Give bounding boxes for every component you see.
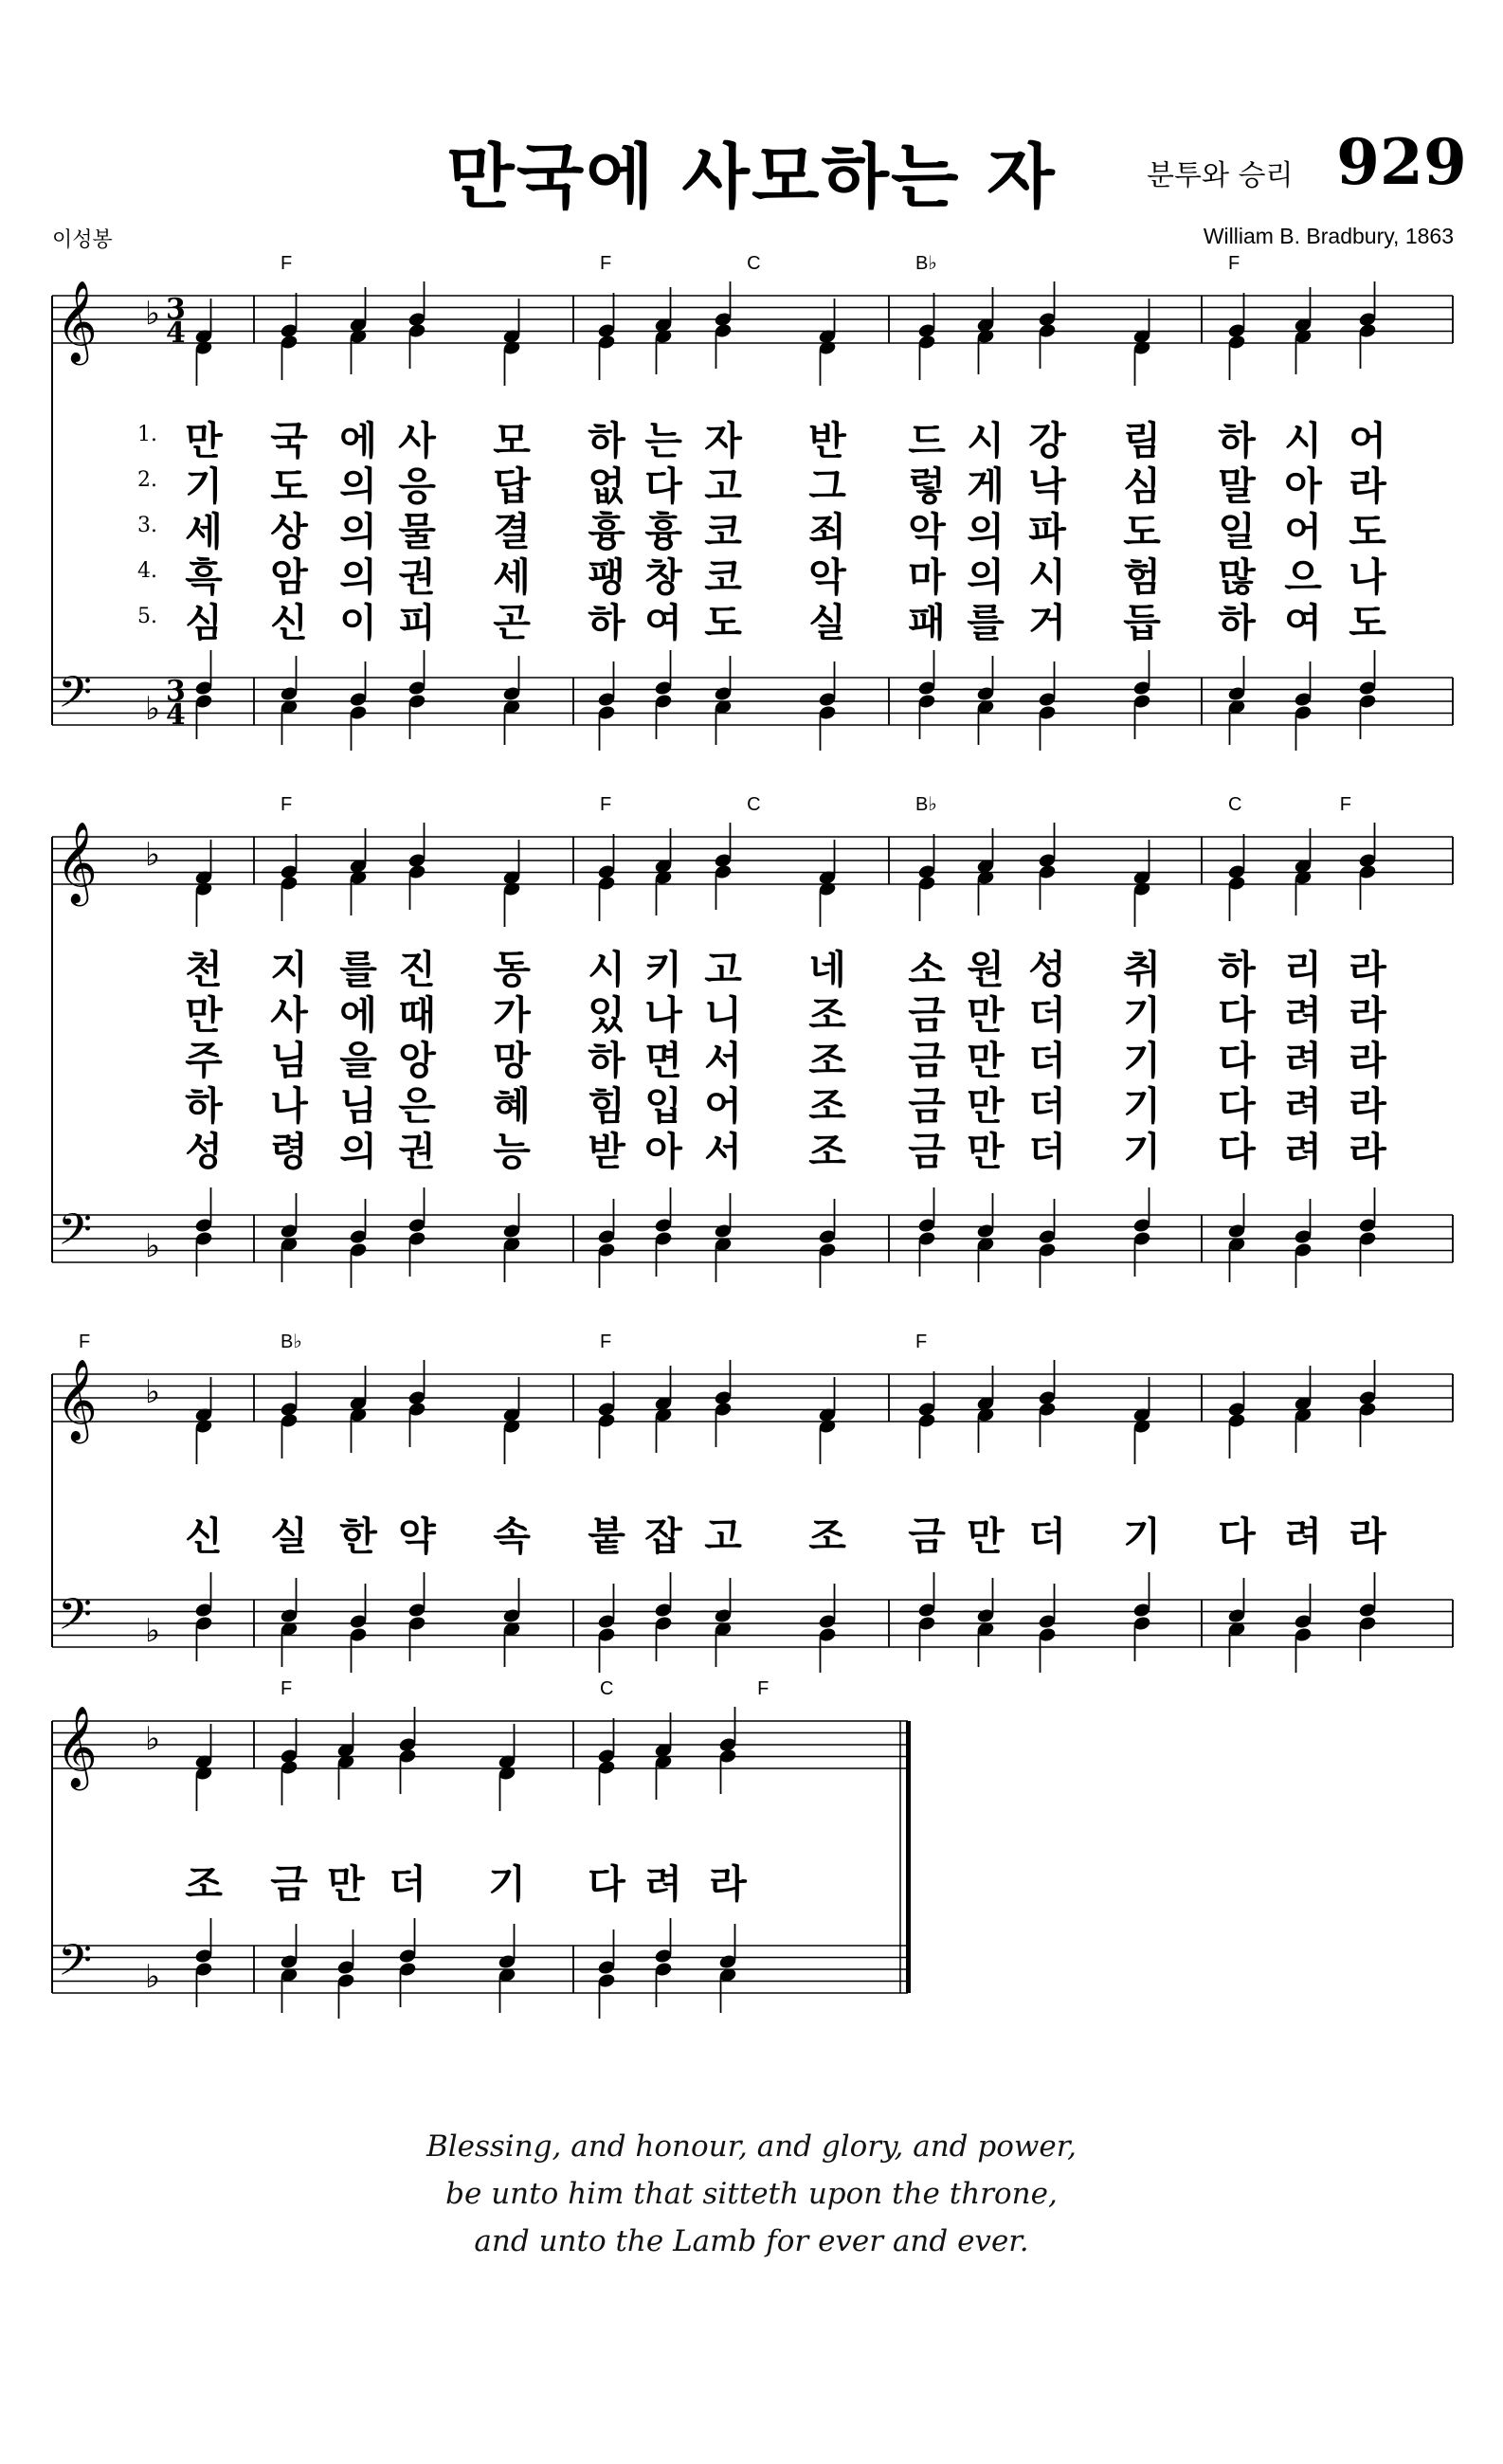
lyric-syllable: 잡 bbox=[644, 1513, 682, 1559]
lyric-syllable: 때 bbox=[398, 992, 436, 1038]
lyric-syllable: 의 bbox=[339, 509, 377, 554]
lyric-line bbox=[0, 938, 1503, 992]
lyric-syllable: 도 bbox=[1349, 600, 1386, 645]
lyric-syllable: 권 bbox=[398, 1129, 436, 1174]
lyric-syllable: 코 bbox=[704, 554, 742, 600]
lyric-syllable: 다 bbox=[1218, 1083, 1256, 1129]
lyric-syllable: 능 bbox=[493, 1129, 531, 1174]
lyric-syllable: 조 bbox=[808, 992, 846, 1038]
lyric-syllable: 속 bbox=[493, 1513, 531, 1559]
verse-number: 4. bbox=[137, 559, 157, 583]
lyric-syllable: 일 bbox=[1218, 509, 1256, 554]
lyric-syllable: 패 bbox=[908, 600, 946, 645]
chord-symbol: F bbox=[1339, 794, 1351, 815]
lyric-syllable: 더 bbox=[1028, 1513, 1066, 1559]
lyric-syllable: 다 bbox=[1218, 1513, 1256, 1559]
lyric-line bbox=[0, 591, 1503, 645]
lyric-syllable: 의 bbox=[339, 554, 377, 600]
lyric-syllable: 라 bbox=[1349, 463, 1386, 509]
time-signature-icon: 4 bbox=[166, 698, 186, 732]
chord-symbol: C bbox=[1228, 794, 1242, 815]
lyric-syllable: 아 bbox=[644, 1129, 682, 1174]
lyric-line bbox=[0, 546, 1503, 600]
lyric-syllable: 의 bbox=[339, 463, 377, 509]
lyric-syllable: 조 bbox=[808, 1513, 846, 1559]
chord-symbol: F bbox=[600, 253, 612, 274]
lyric-syllable: 심 bbox=[185, 600, 223, 645]
lyric-syllable: 흉 bbox=[644, 509, 682, 554]
chord-symbol: B♭ bbox=[281, 1332, 302, 1352]
lyric-syllable: 강 bbox=[1028, 418, 1066, 463]
lyric-syllable: 악 bbox=[908, 509, 946, 554]
lyric-syllable: 서 bbox=[704, 1129, 742, 1174]
lyric-line bbox=[0, 1505, 1503, 1559]
verse-number: 1. bbox=[137, 423, 157, 446]
lyric-syllable: 그 bbox=[808, 463, 846, 509]
lyric-line bbox=[0, 500, 1503, 554]
lyric-syllable: 금 bbox=[270, 1861, 308, 1907]
lyric-syllable: 고 bbox=[704, 463, 742, 509]
lyric-syllable: 라 bbox=[1349, 947, 1386, 992]
hymn-number: 929 bbox=[1336, 125, 1467, 199]
lyric-syllable: 시 bbox=[1284, 418, 1322, 463]
lyric-line bbox=[0, 409, 1503, 463]
lyric-syllable: 라 bbox=[1349, 1513, 1386, 1559]
chord-symbol: F bbox=[1228, 253, 1240, 274]
lyric-syllable: 려 bbox=[1284, 1129, 1322, 1174]
lyric-syllable: 힘 bbox=[588, 1083, 625, 1129]
lyric-syllable: 다 bbox=[1218, 992, 1256, 1038]
time-signature-icon: 3 bbox=[166, 675, 186, 708]
lyric-syllable: 의 bbox=[339, 1129, 377, 1174]
treble-clef-icon: 𝄞 bbox=[56, 281, 98, 362]
lyric-syllable: 만 bbox=[967, 1129, 1005, 1174]
verse-number: 3. bbox=[137, 514, 157, 537]
scripture-line: and unto the Lamb for ever and ever. bbox=[474, 2224, 1029, 2258]
lyric-syllable: 성 bbox=[1028, 947, 1066, 992]
flat-sign-icon: ♭ bbox=[145, 690, 161, 728]
chord-symbol: B♭ bbox=[915, 794, 937, 815]
lyric-syllable: 만 bbox=[185, 418, 223, 463]
lyric-syllable: 시 bbox=[588, 947, 625, 992]
lyric-syllable: 거 bbox=[1028, 600, 1066, 645]
lyric-line bbox=[0, 1075, 1503, 1129]
lyric-syllable: 령 bbox=[270, 1129, 308, 1174]
composer: William B. Bradbury, 1863 bbox=[1203, 224, 1454, 248]
lyric-syllable: 금 bbox=[908, 1129, 946, 1174]
lyric-syllable: 의 bbox=[967, 554, 1005, 600]
lyric-syllable: 하 bbox=[588, 600, 625, 645]
lyric-syllable: 많 bbox=[1218, 554, 1256, 600]
lyric-syllable: 네 bbox=[808, 947, 846, 992]
lyric-syllable: 하 bbox=[1218, 600, 1256, 645]
lyric-syllable: 소 bbox=[908, 947, 946, 992]
lyric-syllable: 금 bbox=[908, 1083, 946, 1129]
lyric-line bbox=[0, 1029, 1503, 1083]
chord-symbol: F bbox=[600, 1332, 612, 1352]
lyric-syllable: 약 bbox=[398, 1513, 436, 1559]
lyric-syllable: 코 bbox=[704, 509, 742, 554]
lyric-syllable: 창 bbox=[644, 554, 682, 600]
lyric-syllable: 팽 bbox=[588, 554, 625, 600]
lyric-syllable: 만 bbox=[185, 992, 223, 1038]
lyric-syllable: 니 bbox=[704, 992, 742, 1038]
lyric-syllable: 앙 bbox=[398, 1038, 436, 1083]
lyric-syllable: 세 bbox=[493, 554, 531, 600]
lyric-syllable: 기 bbox=[488, 1861, 526, 1907]
lyric-syllable: 물 bbox=[398, 509, 436, 554]
lyric-syllable: 결 bbox=[493, 509, 531, 554]
lyric-syllable: 한 bbox=[339, 1513, 377, 1559]
lyric-syllable: 신 bbox=[270, 600, 308, 645]
lyric-syllable: 하 bbox=[588, 418, 625, 463]
lyric-syllable: 는 bbox=[644, 418, 682, 463]
verse-number: 5. bbox=[137, 605, 157, 628]
lyric-syllable: 흑 bbox=[185, 554, 223, 600]
lyric-syllable: 를 bbox=[967, 600, 1005, 645]
lyric-syllable: 면 bbox=[644, 1038, 682, 1083]
lyric-syllable: 권 bbox=[398, 554, 436, 600]
lyric-syllable: 기 bbox=[1123, 1513, 1161, 1559]
lyric-syllable: 도 bbox=[1349, 509, 1386, 554]
lyric-syllable: 도 bbox=[270, 463, 308, 509]
lyric-syllable: 기 bbox=[1123, 1083, 1161, 1129]
lyric-syllable: 망 bbox=[493, 1038, 531, 1083]
lyric-syllable: 기 bbox=[185, 463, 223, 509]
flat-sign-icon: ♭ bbox=[145, 1227, 161, 1265]
lyric-syllable: 아 bbox=[1284, 463, 1322, 509]
lyric-syllable: 성 bbox=[185, 1129, 223, 1174]
flat-sign-icon: ♭ bbox=[145, 1612, 161, 1650]
lyric-syllable: 려 bbox=[644, 1861, 682, 1907]
lyric-syllable: 을 bbox=[339, 1038, 377, 1083]
flat-sign-icon: ♭ bbox=[145, 836, 161, 874]
lyric-syllable: 어 bbox=[1349, 418, 1386, 463]
lyric-syllable: 지 bbox=[270, 947, 308, 992]
lyric-syllable: 시 bbox=[1028, 554, 1066, 600]
lyric-syllable: 자 bbox=[704, 418, 742, 463]
lyric-syllable: 여 bbox=[644, 600, 682, 645]
lyric-syllable: 님 bbox=[339, 1083, 377, 1129]
lyric-syllable: 리 bbox=[1284, 947, 1322, 992]
lyric-syllable: 주 bbox=[185, 1038, 223, 1083]
lyric-syllable: 붙 bbox=[588, 1513, 625, 1559]
lyric-syllable: 다 bbox=[1218, 1038, 1256, 1083]
lyric-syllable: 만 bbox=[967, 1038, 1005, 1083]
hymn-title: 만국에 사모하는 자 bbox=[446, 136, 1057, 218]
chord-symbol: F bbox=[281, 794, 293, 815]
chord-symbol: F bbox=[600, 794, 612, 815]
lyric-syllable: 조 bbox=[808, 1129, 846, 1174]
lyric-syllable: 하 bbox=[185, 1083, 223, 1129]
lyric-syllable: 다 bbox=[1218, 1129, 1256, 1174]
lyric-line bbox=[0, 984, 1503, 1038]
lyric-syllable: 여 bbox=[1284, 600, 1322, 645]
lyric-syllable: 나 bbox=[644, 992, 682, 1038]
lyric-syllable: 원 bbox=[967, 947, 1005, 992]
lyric-syllable: 답 bbox=[493, 463, 531, 509]
lyric-syllable: 낙 bbox=[1028, 463, 1066, 509]
bass-clef-icon: 𝄢 bbox=[58, 1589, 93, 1651]
lyric-syllable: 사 bbox=[398, 418, 436, 463]
lyric-syllable: 으 bbox=[1284, 554, 1322, 600]
lyric-syllable: 고 bbox=[704, 1513, 742, 1559]
lyric-syllable: 흉 bbox=[588, 509, 625, 554]
lyric-syllable: 를 bbox=[339, 947, 377, 992]
lyric-syllable: 입 bbox=[644, 1083, 682, 1129]
lyric-syllable: 더 bbox=[389, 1861, 426, 1907]
lyric-syllable: 받 bbox=[588, 1129, 625, 1174]
bass-clef-icon: 𝄢 bbox=[58, 667, 93, 729]
lyric-syllable: 라 bbox=[1349, 992, 1386, 1038]
lyric-line bbox=[0, 455, 1503, 509]
chord-symbol: F bbox=[79, 1332, 91, 1352]
lyric-syllable: 실 bbox=[270, 1513, 308, 1559]
time-signature-icon: 3 bbox=[166, 293, 186, 326]
lyric-syllable: 나 bbox=[270, 1083, 308, 1129]
lyric-syllable: 혜 bbox=[493, 1083, 531, 1129]
bass-clef-icon: 𝄢 bbox=[58, 1205, 93, 1266]
flat-sign-icon: ♭ bbox=[145, 295, 161, 333]
lyric-syllable: 심 bbox=[1123, 463, 1161, 509]
lyric-syllable: 신 bbox=[185, 1513, 223, 1559]
lyric-syllable: 려 bbox=[1284, 992, 1322, 1038]
lyric-syllable: 실 bbox=[808, 600, 846, 645]
lyric-syllable: 도 bbox=[1123, 509, 1161, 554]
lyric-syllable: 다 bbox=[588, 1861, 625, 1907]
lyric-syllable: 려 bbox=[1284, 1513, 1322, 1559]
lyric-syllable: 사 bbox=[270, 992, 308, 1038]
bass-clef-icon: 𝄢 bbox=[58, 1935, 93, 1997]
lyric-syllable: 에 bbox=[339, 418, 377, 463]
treble-clef-icon: 𝄞 bbox=[56, 822, 98, 903]
lyric-syllable: 진 bbox=[398, 947, 436, 992]
lyric-syllable: 모 bbox=[493, 418, 531, 463]
lyric-syllable: 듭 bbox=[1123, 600, 1161, 645]
flat-sign-icon: ♭ bbox=[145, 1373, 161, 1411]
lyric-syllable: 의 bbox=[967, 509, 1005, 554]
chord-symbol: B♭ bbox=[915, 253, 937, 274]
lyric-syllable: 국 bbox=[270, 418, 308, 463]
lyric-syllable: 피 bbox=[398, 600, 436, 645]
lyric-syllable: 상 bbox=[270, 509, 308, 554]
lyric-syllable: 응 bbox=[398, 463, 436, 509]
lyric-syllable: 악 bbox=[808, 554, 846, 600]
lyric-syllable: 없 bbox=[588, 463, 625, 509]
scripture-line: Blessing, and honour, and glory, and power, bbox=[426, 2129, 1077, 2164]
lyric-syllable: 님 bbox=[270, 1038, 308, 1083]
lyric-syllable: 험 bbox=[1123, 554, 1161, 600]
lyric-syllable: 반 bbox=[808, 418, 846, 463]
lyric-syllable: 금 bbox=[908, 992, 946, 1038]
treble-clef-icon: 𝄞 bbox=[56, 1706, 98, 1787]
lyric-syllable: 어 bbox=[1284, 509, 1322, 554]
lyric-syllable: 다 bbox=[644, 463, 682, 509]
lyric-syllable: 더 bbox=[1028, 1083, 1066, 1129]
chord-symbol: F bbox=[757, 1678, 770, 1699]
chord-symbol: C bbox=[747, 253, 761, 274]
lyric-syllable: 하 bbox=[1218, 947, 1256, 992]
verse-number: 2. bbox=[137, 468, 157, 492]
lyric-syllable: 키 bbox=[644, 947, 682, 992]
lyric-syllable: 라 bbox=[1349, 1038, 1386, 1083]
lyric-syllable: 말 bbox=[1218, 463, 1256, 509]
lyric-syllable: 있 bbox=[588, 992, 625, 1038]
lyric-syllable: 기 bbox=[1123, 992, 1161, 1038]
lyric-syllable: 이 bbox=[339, 600, 377, 645]
lyric-syllable: 라 bbox=[1349, 1083, 1386, 1129]
lyric-syllable: 만 bbox=[967, 1513, 1005, 1559]
time-signature-icon: 4 bbox=[166, 317, 186, 350]
lyric-syllable: 렇 bbox=[908, 463, 946, 509]
lyric-syllable: 천 bbox=[185, 947, 223, 992]
lyric-line bbox=[0, 1853, 1503, 1907]
lyric-syllable: 조 bbox=[185, 1861, 223, 1907]
lyric-syllable: 금 bbox=[908, 1513, 946, 1559]
lyric-syllable: 하 bbox=[1218, 418, 1256, 463]
treble-clef-icon: 𝄞 bbox=[56, 1359, 98, 1440]
lyric-syllable: 려 bbox=[1284, 1083, 1322, 1129]
lyric-syllable: 만 bbox=[327, 1861, 365, 1907]
lyric-syllable: 곤 bbox=[493, 600, 531, 645]
lyric-syllable: 마 bbox=[908, 554, 946, 600]
lyric-syllable: 나 bbox=[1349, 554, 1386, 600]
lyric-syllable: 더 bbox=[1028, 1038, 1066, 1083]
lyric-line bbox=[0, 1120, 1503, 1174]
lyric-syllable: 세 bbox=[185, 509, 223, 554]
chord-symbol: F bbox=[915, 1332, 928, 1352]
lyric-syllable: 하 bbox=[588, 1038, 625, 1083]
lyric-syllable: 려 bbox=[1284, 1038, 1322, 1083]
lyric-syllable: 림 bbox=[1123, 418, 1161, 463]
lyric-syllable: 암 bbox=[270, 554, 308, 600]
scripture-verse bbox=[0, 2123, 1503, 2265]
lyric-syllable: 만 bbox=[967, 1083, 1005, 1129]
lyric-syllable: 조 bbox=[808, 1038, 846, 1083]
lyric-syllable: 드 bbox=[908, 418, 946, 463]
lyric-syllable: 금 bbox=[908, 1038, 946, 1083]
lyric-syllable: 라 bbox=[709, 1861, 747, 1907]
lyric-syllable: 게 bbox=[967, 463, 1005, 509]
hymn-category: 분투와 승리 bbox=[1147, 159, 1294, 192]
scripture-line: be unto him that sitteth upon the throne, bbox=[445, 2177, 1058, 2211]
lyric-syllable: 라 bbox=[1349, 1129, 1386, 1174]
lyric-syllable: 서 bbox=[704, 1038, 742, 1083]
lyric-syllable: 동 bbox=[493, 947, 531, 992]
flat-sign-icon: ♭ bbox=[145, 1958, 161, 1996]
lyric-syllable: 취 bbox=[1123, 947, 1161, 992]
lyric-syllable: 은 bbox=[398, 1083, 436, 1129]
lyric-syllable: 기 bbox=[1123, 1129, 1161, 1174]
lyric-syllable: 파 bbox=[1028, 509, 1066, 554]
flat-sign-icon: ♭ bbox=[145, 1720, 161, 1758]
lyric-syllable: 가 bbox=[493, 992, 531, 1038]
lyric-syllable: 더 bbox=[1028, 992, 1066, 1038]
lyric-syllable: 에 bbox=[339, 992, 377, 1038]
chord-symbol: F bbox=[281, 1678, 293, 1699]
chord-symbol: C bbox=[600, 1678, 614, 1699]
lyric-syllable: 만 bbox=[967, 992, 1005, 1038]
lyric-syllable: 도 bbox=[704, 600, 742, 645]
lyric-syllable: 기 bbox=[1123, 1038, 1161, 1083]
chord-symbol: F bbox=[281, 253, 293, 274]
chord-symbol: C bbox=[747, 794, 761, 815]
lyric-syllable: 어 bbox=[704, 1083, 742, 1129]
lyric-syllable: 조 bbox=[808, 1083, 846, 1129]
lyric-syllable: 고 bbox=[704, 947, 742, 992]
lyricist: 이성봉 bbox=[52, 228, 113, 252]
lyric-syllable: 더 bbox=[1028, 1129, 1066, 1174]
lyric-syllable: 시 bbox=[967, 418, 1005, 463]
lyric-syllable: 죄 bbox=[808, 509, 846, 554]
